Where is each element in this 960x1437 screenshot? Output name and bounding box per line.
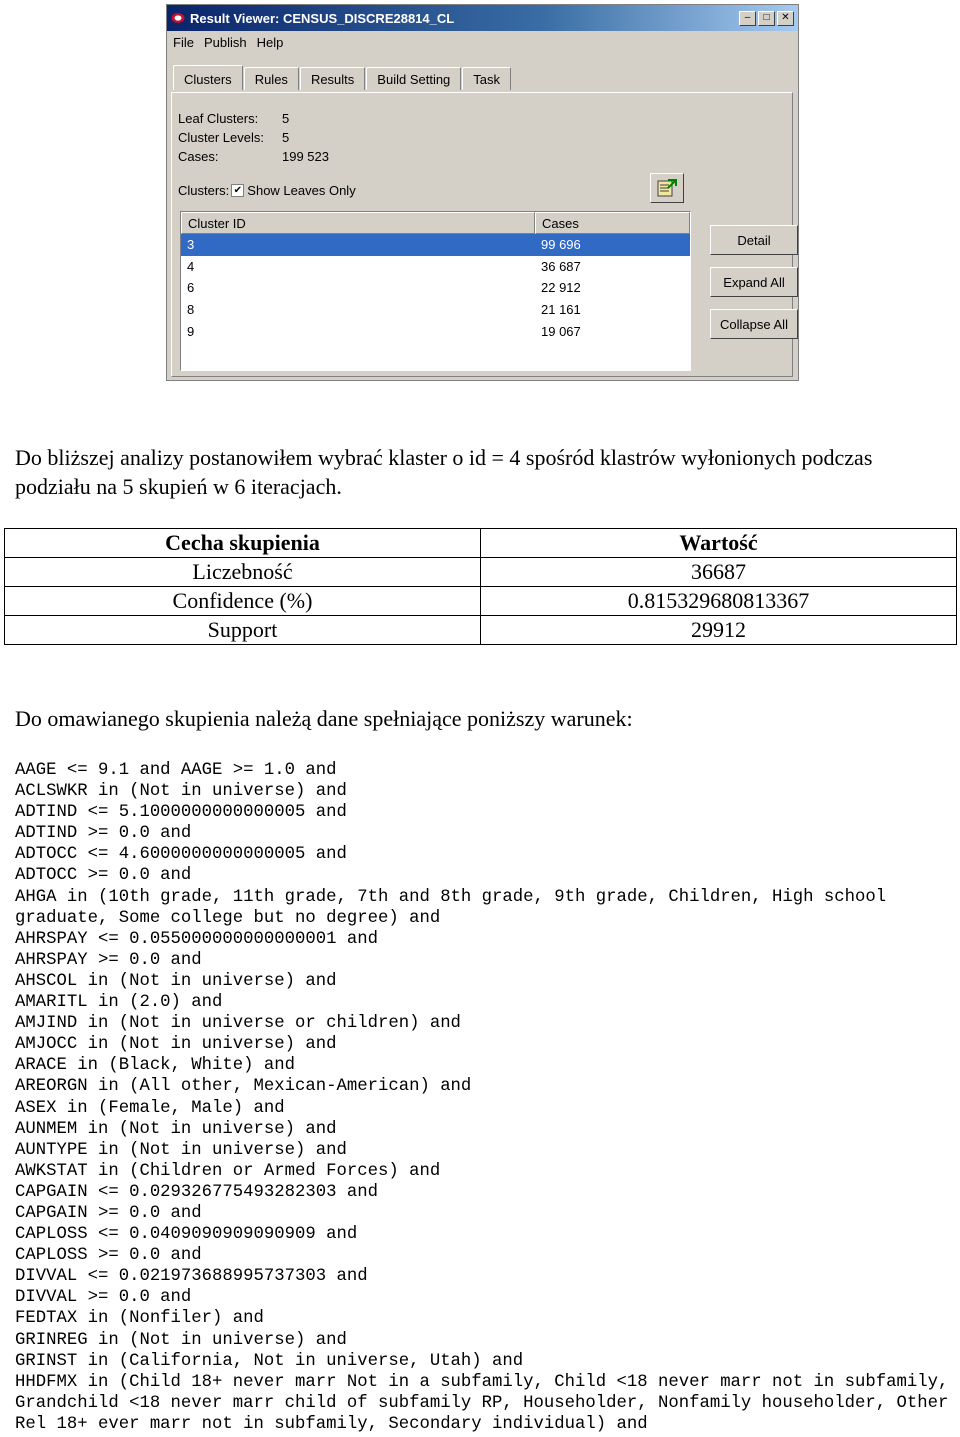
condition-line: CAPGAIN <= 0.029326775493282303 and: [15, 1182, 378, 1202]
value-cell: 36687: [481, 558, 957, 587]
table-header-row: [5, 529, 957, 558]
condition-line: CAPLOSS >= 0.0 and: [15, 1246, 202, 1266]
header-value: Wartość: [481, 529, 957, 558]
feature-cell: Liczebność: [5, 558, 481, 587]
condition-line: AHRSPAY <= 0.055000000000000001 and: [15, 929, 378, 949]
condition-line: GRINST in (California, Not in universe, Utah) and: [15, 1351, 524, 1371]
table-row[interactable]: [181, 256, 690, 278]
collapse-all-button[interactable]: Collapse All: [710, 309, 798, 339]
result-viewer-window: [166, 4, 799, 381]
condition-line: GRINREG in (Not in universe) and: [15, 1330, 347, 1350]
column-header-cases[interactable]: Cases: [535, 212, 690, 234]
condition-line: HHDFMX in (Child 18+ never marr Not in a subfamily, Child <18 never marr not in subfamily, Grandchild <18 never marr child of subfamily RP, Householder, Nonfamily householder, Other Rel 18+ ever marr not in subfamily, Secondary individual) and: [15, 1372, 959, 1434]
tab-task[interactable]: Task: [462, 67, 511, 90]
feature-cell: Support: [5, 616, 481, 645]
condition-line: AMJOCC in (Not in universe) and: [15, 1035, 337, 1055]
export-icon: [656, 178, 678, 198]
expand-all-button[interactable]: Expand All: [710, 267, 798, 297]
tab-clusters[interactable]: Clusters: [173, 65, 243, 90]
condition-line: ADTIND >= 0.0 and: [15, 824, 192, 844]
condition-line: AWKSTAT in (Children or Armed Forces) and: [15, 1161, 441, 1181]
checkmark-icon: ✔: [233, 184, 242, 196]
condition-line: AHRSPAY >= 0.0 and: [15, 950, 202, 970]
table-row: [5, 587, 957, 616]
cluster-id-cell: 8: [187, 302, 195, 318]
feature-cell: Confidence (%): [5, 587, 481, 616]
column-header-cluster-id[interactable]: Cluster ID: [181, 212, 535, 234]
stat-cases: [178, 147, 329, 166]
tab-build-setting[interactable]: Build Setting: [366, 67, 461, 90]
value-cell: 0.815329680813367: [481, 587, 957, 616]
cluster-summary-table: [4, 528, 957, 645]
cluster-id-cell: 6: [187, 280, 195, 296]
export-button[interactable]: [650, 173, 684, 203]
stat-leaf-clusters: [178, 109, 329, 128]
condition-line: CAPGAIN >= 0.0 and: [15, 1203, 202, 1223]
tab-results[interactable]: Results: [300, 67, 365, 90]
intro-paragraph: Do bliższej analizy postanowiłem wybrać klaster o id = 4 spośród klastrów wyłonionych podczas podziału na 5 skupień w 6 iteracjach.: [15, 445, 873, 499]
table-row[interactable]: [181, 277, 690, 299]
cases-cell: 36 687: [541, 258, 581, 274]
condition-line: AREORGN in (All other, Mexican-American) and: [15, 1077, 472, 1097]
condition-line: ADTIND <= 5.1000000000000005 and: [15, 803, 347, 823]
table-row[interactable]: [181, 234, 690, 256]
condition-line: ADTOCC >= 0.0 and: [15, 866, 192, 886]
show-leaves-checkbox[interactable]: [231, 184, 244, 197]
cluster-id-cell: 3: [187, 237, 195, 253]
condition-line: DIVVAL >= 0.0 and: [15, 1288, 192, 1308]
cases-cell: 22 912: [541, 280, 581, 296]
detail-button[interactable]: Detail: [710, 225, 798, 255]
value-cell: 29912: [481, 616, 957, 645]
condition-line: FEDTAX in (Nonfiler) and: [15, 1309, 264, 1329]
stat-label: Cluster Levels:: [178, 130, 264, 145]
condition-line: AMARITL in (2.0) and: [15, 993, 223, 1013]
tab-rules[interactable]: Rules: [244, 67, 299, 90]
header-feature: Cecha skupienia: [5, 529, 481, 558]
condition-line: AUNTYPE in (Not in universe) and: [15, 1140, 347, 1160]
condition-line: ACLSWKR in (Not in universe) and: [15, 782, 347, 802]
title-bar[interactable]: [167, 5, 798, 31]
table-row: [5, 616, 957, 645]
condition-line: ADTOCC <= 4.6000000000000005 and: [15, 845, 347, 865]
condition-line: AAGE <= 9.1 and AAGE >= 1.0 and: [15, 761, 337, 780]
cluster-stats: [178, 109, 329, 166]
condition-line: AUNMEM in (Not in universe) and: [15, 1119, 337, 1139]
cluster-id-cell: 4: [187, 258, 195, 274]
stat-label: Leaf Clusters:: [178, 111, 259, 126]
minimize-icon[interactable]: –: [739, 11, 756, 26]
condition-line: ARACE in (Black, White) and: [15, 1056, 296, 1076]
cases-cell: 21 161: [541, 302, 581, 318]
cluster-id-cell: 9: [187, 323, 195, 339]
table-row[interactable]: [181, 299, 690, 321]
menu-publish[interactable]: Publish: [203, 34, 247, 50]
cases-cell: 99 696: [541, 237, 581, 253]
filter-label: Clusters:: [178, 183, 230, 198]
condition-line: AHSCOL in (Not in universe) and: [15, 971, 337, 991]
close-icon[interactable]: ✕: [777, 11, 794, 26]
condition-line: ASEX in (Female, Male) and: [15, 1098, 285, 1118]
maximize-icon[interactable]: □: [758, 11, 775, 26]
condition-intro: Do omawianego skupienia należą dane spełniające poniższy warunek:: [15, 706, 633, 731]
cluster-filter: [178, 183, 356, 198]
table-row[interactable]: [181, 320, 690, 342]
clusters-panel: [171, 92, 793, 377]
stat-value: 5: [282, 111, 290, 126]
cases-cell: 19 067: [541, 323, 581, 339]
condition-line: DIVVAL <= 0.021973688995737303 and: [15, 1267, 368, 1287]
grid-header: [181, 212, 690, 234]
table-row: [5, 558, 957, 587]
window-title: Result Viewer: CENSUS_DISCRE28814_CL: [190, 10, 455, 26]
stat-value: 199 523: [282, 149, 329, 164]
condition-line: AMJIND in (Not in universe or children) and: [15, 1014, 461, 1034]
menu-help[interactable]: Help: [256, 34, 284, 50]
app-icon: [171, 11, 185, 25]
condition-line: CAPLOSS <= 0.0409090909090909 and: [15, 1225, 358, 1245]
stat-cluster-levels: [178, 128, 329, 147]
condition-line: AHGA in (10th grade, 11th grade, 7th and 8th grade, 9th grade, Children, High school graduate, Some college but no degree) and: [15, 887, 897, 928]
tab-strip: [173, 67, 512, 90]
clusters-grid: [180, 211, 691, 371]
stat-label: Cases:: [178, 149, 219, 164]
menu-bar: [167, 31, 798, 53]
stat-value: 5: [282, 130, 290, 145]
condition-list: [15, 760, 959, 1435]
menu-file[interactable]: File: [173, 34, 194, 50]
show-leaves-label[interactable]: Show Leaves Only: [247, 183, 356, 198]
